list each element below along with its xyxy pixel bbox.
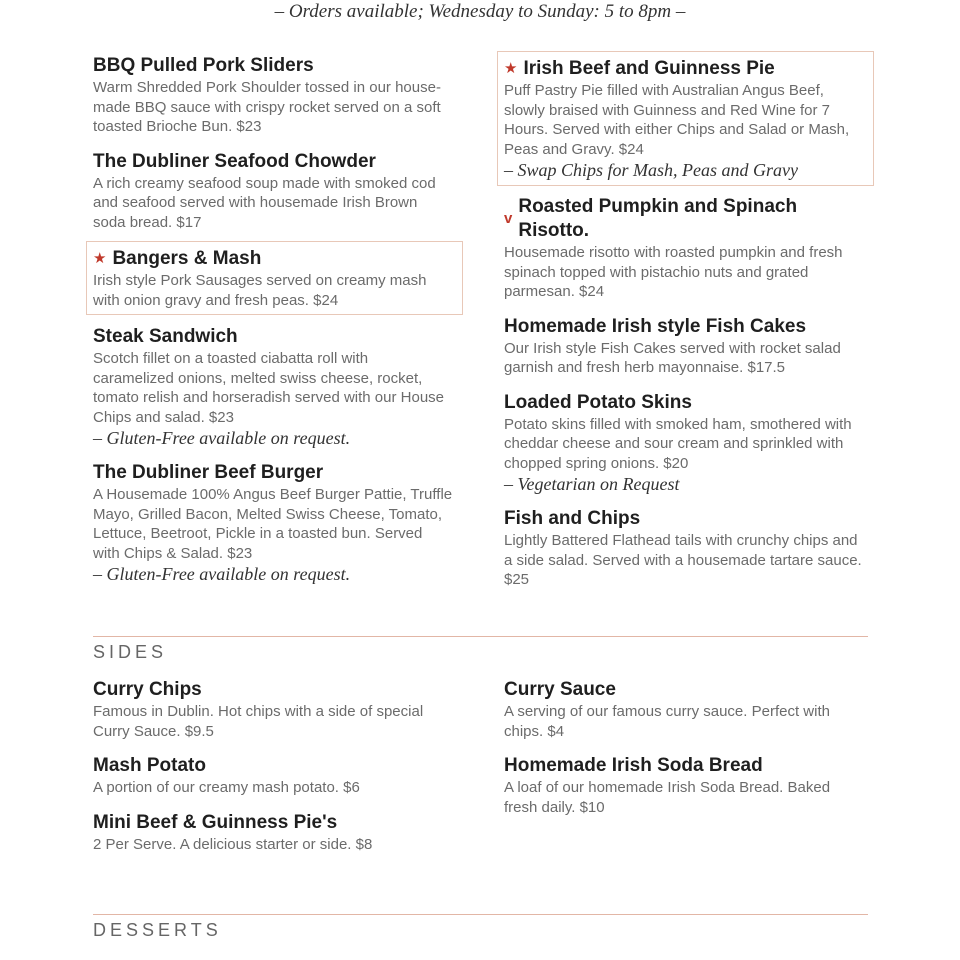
- menu-item-note: – Vegetarian on Request: [504, 474, 680, 494]
- sides-right-column: [504, 678, 864, 817]
- menu-item-title: The Dubliner Beef Burger: [93, 462, 324, 483]
- vegetarian-icon: v: [504, 210, 513, 227]
- side-item-title: Curry Chips: [93, 679, 202, 700]
- side-item-title: Curry Sauce: [504, 679, 616, 700]
- side-item: [93, 811, 453, 855]
- side-item-title: Mash Potato: [93, 755, 206, 776]
- menu-item: [504, 507, 864, 590]
- menu-item: [93, 325, 453, 449]
- side-item-description: A serving of our famous curry sauce. Perfect with chips. $4: [504, 703, 830, 740]
- menu-item-description: Lightly Battered Flathead tails with crunchy chips and a side salad. Served with a housemade tartare sauce. $25: [504, 532, 862, 588]
- side-item-description: Famous in Dublin. Hot chips with a side of special Curry Sauce. $9.5: [93, 703, 424, 740]
- menu-item-note: – Gluten-Free available on request.: [93, 428, 351, 448]
- featured-menu-item: [86, 241, 463, 315]
- side-item-description: A loaf of our homemade Irish Soda Bread. Baked fresh daily. $10: [504, 779, 831, 816]
- menu-item-description: Warm Shredded Pork Shoulder tossed in our house-made BBQ sauce with crispy rocket served on a soft toasted Brioche Bun. $23: [93, 79, 441, 135]
- mains-left-column: [93, 54, 453, 585]
- sides-left-column: [93, 678, 453, 854]
- menu-item-title-row: [504, 57, 867, 81]
- menu-item-title: Fish and Chips: [504, 508, 641, 529]
- menu-item-description: Scotch fillet on a toasted ciabatta roll with caramelized onions, melted swiss cheese, rocket, tomato relish and horseradish served with our House Chips and salad. $23: [93, 350, 445, 426]
- menu-item-title: Bangers & Mash: [112, 248, 262, 269]
- side-item: [504, 754, 864, 817]
- menu-item-title: BBQ Pulled Pork Sliders: [93, 55, 314, 76]
- menu-item-title: Roasted Pumpkin and Spinach Risotto.: [518, 196, 798, 241]
- section-divider: [93, 636, 868, 637]
- side-item-description: 2 Per Serve. A delicious starter or side. $8: [93, 835, 373, 853]
- side-item: [93, 678, 453, 741]
- side-item-title: Homemade Irish Soda Bread: [504, 755, 763, 776]
- orders-availability-note: – Orders available; Wednesday to Sunday: 5 to 8pm –: [274, 1, 686, 22]
- menu-item-note: – Gluten-Free available on request.: [93, 564, 351, 584]
- menu-item-note: – Swap Chips for Mash, Peas and Gravy: [504, 160, 798, 180]
- sides-heading: SIDES: [93, 642, 168, 662]
- featured-menu-item: [497, 51, 874, 186]
- star-icon: ★: [504, 60, 518, 77]
- side-item-title: Mini Beef & Guinness Pie's: [93, 811, 338, 833]
- menu-item: [93, 461, 453, 585]
- menu-item-title: The Dubliner Seafood Chowder: [93, 150, 376, 172]
- menu-item-description: Potato skins filled with smoked ham, smothered with cheddar cheese and sour cream and sprinkled with chopped spring onions. $20: [504, 415, 852, 472]
- section-divider: [93, 914, 868, 915]
- menu-item: [93, 54, 453, 137]
- menu-item: [504, 315, 864, 378]
- menu-item: [93, 150, 453, 233]
- desserts-heading: DESSERTS: [93, 920, 222, 940]
- menu-item-title: Irish Beef and Guinness Pie: [523, 58, 775, 79]
- star-icon: ★: [93, 250, 107, 267]
- menu-item-description: Puff Pastry Pie filled with Australian Angus Beef, slowly braised with Guinness and Red Wine for 7 Hours. Served with either Chips and Salad or Mash, Peas and Gravy. $24: [504, 82, 850, 158]
- menu-item-title-row: [504, 195, 864, 243]
- menu-item-description: Irish style Pork Sausages served on creamy mash with onion gravy and fresh peas. $24: [93, 272, 427, 309]
- menu-item-description: Housemade risotto with roasted pumpkin and fresh spinach topped with pistachio nuts and grated parmesan. $24: [504, 244, 843, 300]
- side-item-description: A portion of our creamy mash potato. $6: [93, 779, 360, 796]
- menu-item-title: Homemade Irish style Fish Cakes: [504, 315, 807, 337]
- menu-item-title: Steak Sandwich: [93, 326, 238, 347]
- mains-right-column: [504, 54, 864, 590]
- menu-item: [504, 391, 864, 496]
- menu-item-description: A rich creamy seafood soup made with smoked cod and seafood served with housemade Irish Brown soda bread. $17: [93, 174, 436, 231]
- side-item: [504, 678, 864, 741]
- side-item: [93, 754, 453, 798]
- menu-item-description: Our Irish style Fish Cakes served with rocket salad garnish and fresh herb mayonnaise. $17.5: [504, 339, 841, 376]
- menu-item-title-row: [93, 247, 456, 271]
- menu-item-title: Loaded Potato Skins: [504, 391, 692, 413]
- menu-item-description: A Housemade 100% Angus Beef Burger Pattie, Truffle Mayo, Grilled Bacon, Melted Swiss Cheese, Tomato, Lettuce, Beetroot, Pickle in a toasted bun. Served with Chips & Salad. $23: [93, 486, 453, 562]
- menu-item: [504, 195, 864, 302]
